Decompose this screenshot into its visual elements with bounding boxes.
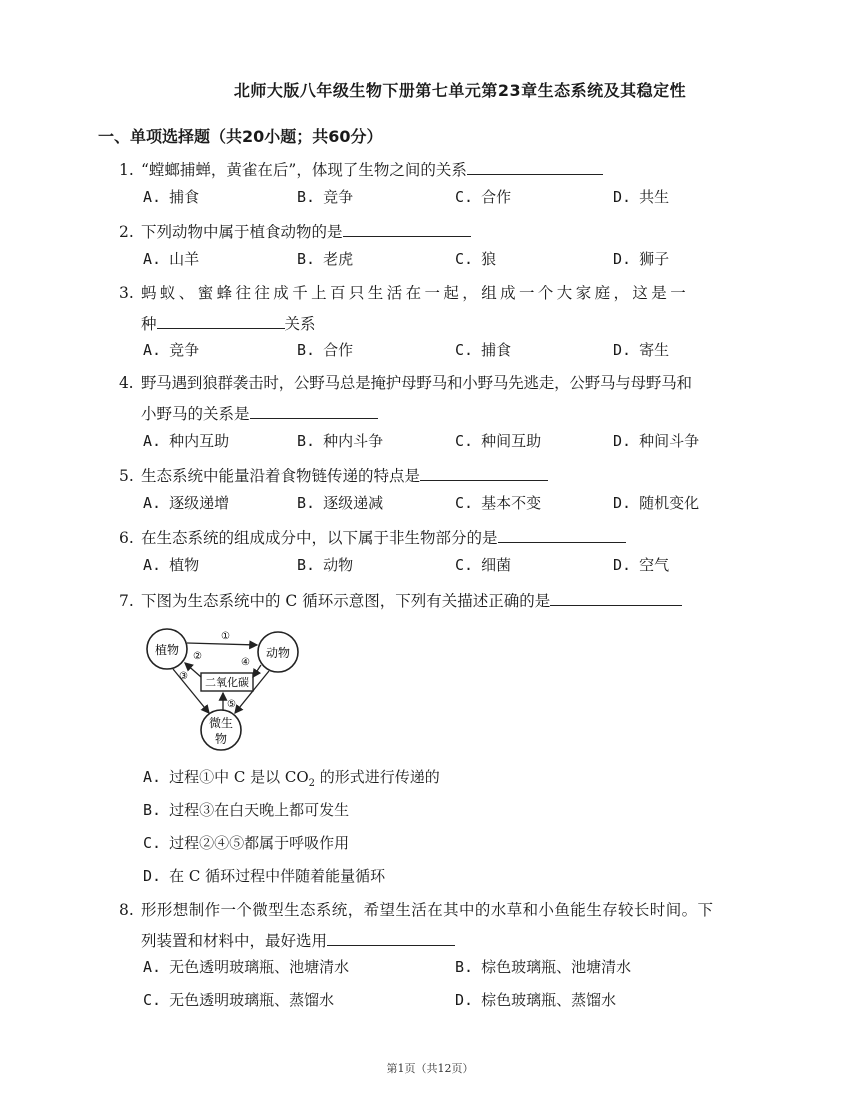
question-3: [119, 283, 689, 303]
question-text: 在生态系统的组成成分中，以下属于非生物部分的是: [141, 529, 498, 547]
answer-blank[interactable]: [343, 220, 471, 237]
option-a[interactable]: A. 无色透明玻璃瓶、池塘清水: [143, 958, 350, 976]
question-text: “螳螂捕蝉，黄雀在后”，体现了生物之间的关系: [141, 161, 467, 179]
question-5: [119, 464, 548, 486]
option-a[interactable]: A. 逐级递增: [143, 494, 230, 512]
question-number: 7.: [119, 592, 134, 610]
option-a[interactable]: A. 捕食: [143, 188, 200, 206]
label-2: ②: [193, 651, 202, 662]
answer-blank[interactable]: [157, 312, 285, 329]
question-4: [119, 373, 692, 393]
option-d[interactable]: D. 狮子: [613, 250, 670, 268]
option-c[interactable]: C. 过程②④⑤都属于呼吸作用: [143, 834, 350, 852]
option-d[interactable]: D. 共生: [613, 188, 670, 206]
svg-text:微生: 微生: [208, 716, 234, 730]
answer-blank[interactable]: [327, 929, 455, 946]
option-b[interactable]: B. 过程③在白天晚上都可发生: [143, 801, 350, 819]
question-text: 野马遇到狼群袭击时，公野马总是掩护母野马和小野马先逃走，公野马与母野马和: [141, 374, 692, 392]
option-d[interactable]: D. 随机变化: [613, 494, 700, 512]
question-text: 蚂蚁、蜜蜂往往成千上百只生活在一起，组成一个大家庭，这是一: [141, 284, 690, 302]
svg-text:动物: 动物: [265, 646, 291, 660]
question-1: [119, 158, 603, 180]
question-text: 形形想制作一个微型生态系统，希望生活在其中的水草和小鱼能生存较长时间。下: [141, 901, 714, 919]
option-a[interactable]: A. 山羊: [143, 250, 200, 268]
page-footer: 第1页（共12页）: [386, 1062, 474, 1075]
option-c[interactable]: C. 种间互助: [455, 432, 542, 450]
question-3-continued: 种 关系: [141, 312, 316, 334]
option-c[interactable]: C. 基本不变: [455, 494, 542, 512]
option-c[interactable]: C. 合作: [455, 188, 512, 206]
label-4: ④: [241, 657, 250, 668]
question-text: 下图为生态系统中的 C 循环示意图，下列有关描述正确的是: [141, 592, 551, 610]
option-d[interactable]: D. 在 C 循环过程中伴随着能量循环: [143, 867, 386, 885]
question-text: 生态系统中能量沿着食物链传递的特点是: [141, 467, 421, 485]
svg-text:物: 物: [214, 732, 228, 746]
plant-node: [147, 629, 187, 669]
option-b[interactable]: B. 老虎: [297, 250, 354, 268]
section-heading: 一、单项选择题（共20小题；共60分）: [98, 127, 383, 146]
question-number: 2.: [119, 223, 134, 241]
question-2: [119, 220, 471, 242]
option-a[interactable]: A. 过程①中 C 是以 $CO_2$ 的形式进行传递的: [143, 768, 440, 789]
answer-blank[interactable]: [467, 158, 603, 175]
option-c[interactable]: C. 细菌: [455, 556, 512, 574]
option-d[interactable]: D. 空气: [613, 556, 670, 574]
answer-blank[interactable]: [498, 526, 626, 543]
question-8-continued: 列装置和材料中，最好选用: [141, 929, 455, 951]
option-c[interactable]: C. 狼: [455, 250, 497, 268]
question-number: 5.: [119, 467, 134, 485]
option-d[interactable]: D. 棕色玻璃瓶、蒸馏水: [455, 991, 617, 1009]
label-5: ⑤: [227, 699, 236, 710]
option-d[interactable]: D. 寄生: [613, 341, 670, 359]
question-text: 下列动物中属于植食动物的是: [141, 223, 343, 241]
page-title: 北师大版八年级生物下册第七单元第23章生态系统及其稳定性: [233, 81, 687, 100]
option-b[interactable]: B. 竞争: [297, 188, 354, 206]
animal-node: [258, 632, 298, 672]
option-b[interactable]: B. 合作: [297, 341, 354, 359]
option-b[interactable]: B. 动物: [297, 556, 354, 574]
answer-blank[interactable]: [420, 464, 548, 481]
question-number: 3.: [119, 284, 134, 302]
question-number: 6.: [119, 529, 134, 547]
option-d[interactable]: D. 种间斗争: [613, 432, 700, 450]
option-b[interactable]: B. 种内斗争: [297, 432, 384, 450]
svg-text:植物: 植物: [154, 643, 180, 657]
question-8: [119, 900, 713, 920]
answer-blank[interactable]: [250, 402, 378, 419]
microbe-node: [201, 710, 241, 750]
arrow-4: [253, 665, 261, 677]
carbon-cycle-diagram: [143, 625, 303, 755]
question-number: 4.: [119, 374, 134, 392]
label-3: ③: [179, 671, 188, 682]
label-1: ①: [221, 631, 230, 642]
option-b[interactable]: B. 棕色玻璃瓶、池塘清水: [455, 958, 632, 976]
question-number: 8.: [119, 901, 134, 919]
question-4-continued: 小野马的关系是: [141, 402, 378, 424]
option-b[interactable]: B. 逐级递减: [297, 494, 384, 512]
option-a[interactable]: A. 竞争: [143, 341, 200, 359]
question-number: 1.: [119, 161, 134, 179]
answer-blank[interactable]: [550, 589, 682, 606]
question-7: [119, 589, 682, 611]
option-a[interactable]: A. 植物: [143, 556, 200, 574]
co2-box: [201, 673, 253, 691]
svg-text:二氧化碳: 二氧化碳: [205, 676, 249, 689]
arrow-1: [187, 643, 257, 645]
question-6: [119, 526, 626, 548]
option-c[interactable]: C. 无色透明玻璃瓶、蒸馏水: [143, 991, 335, 1009]
option-c[interactable]: C. 捕食: [455, 341, 512, 359]
option-a[interactable]: A. 种内互助: [143, 432, 230, 450]
